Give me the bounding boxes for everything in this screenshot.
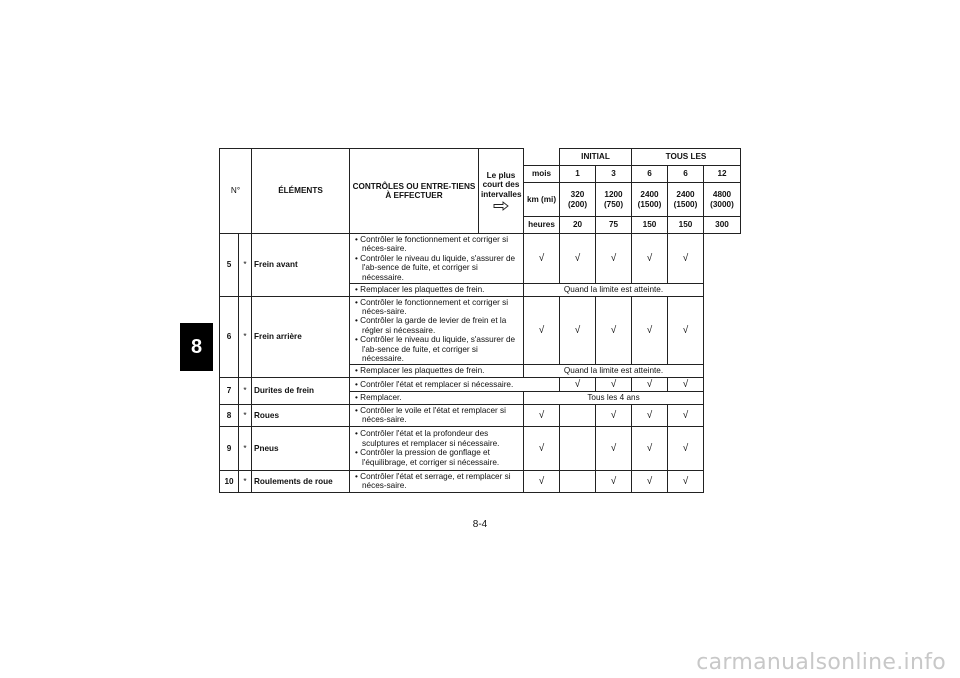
hours-4: 150 [668,217,704,234]
hours-5: 300 [704,217,741,234]
check-mark: √ [668,470,704,492]
row-check: • Contrôler le voile et l'état et remplacer si néces-saire. [350,404,524,426]
row-check [350,426,524,470]
header-no: N° [220,149,252,234]
row-item: Roulements de roue [252,470,350,492]
row-star: * [239,470,252,492]
km-4: 2400 (1500) [668,183,704,217]
row-note: Tous les 4 ans [524,392,704,404]
check-bullet: • Contrôler le niveau du liquide, s'assurer de l'ab-sence de fuite, et corriger si nécessaire. [355,253,516,282]
check-mark: √ [632,296,668,365]
row-number: 7 [220,377,239,404]
row-item: Roues [252,404,350,426]
header-elements: ÉLÉMENTS [252,149,350,234]
header-soonest-label: Le plus court des intervalles [481,170,522,199]
km-1: 320 (200) [560,183,596,217]
row-number: 9 [220,426,239,470]
check-mark: √ [596,234,632,284]
check-mark: √ [632,377,668,392]
page-number: 8-4 [472,519,488,530]
km-2: 1200 (750) [596,183,632,217]
check-mark: √ [524,296,560,365]
row-item: Frein avant [252,234,350,297]
km-5: 4800 (3000) [704,183,741,217]
check-mark: √ [596,404,632,426]
months-1: 1 [560,166,596,183]
row-check: • Contrôler l'état et serrage, et remplacer si néces-saire. [350,470,524,492]
months-3: 6 [632,166,668,183]
check-bullet: • Contrôler le fonctionnement et corriger si néces-saire. [355,235,509,254]
chapter-tab [180,323,213,371]
check-mark: √ [524,234,560,284]
check-mark: √ [668,296,704,365]
km-label: km (mi) [524,183,560,217]
check-mark [560,404,596,426]
check-bullet: • Contrôler le niveau du liquide, s'assurer de l'ab-sence de fuite, et corriger si nécessaire. [355,335,516,364]
header-checks: CONTRÔLES OU ENTRE-TIENS À EFFECTUER [350,149,479,234]
check-mark: √ [596,296,632,365]
hours-1: 20 [560,217,596,234]
right-arrow-icon [493,201,509,211]
header-initial: INITIAL [560,149,632,166]
check-mark: √ [668,426,704,470]
row-star: * [239,296,252,377]
check-mark: √ [524,426,560,470]
check-mark: √ [524,470,560,492]
hours-2: 75 [596,217,632,234]
row-check: • Contrôler l'état et remplacer si nécessaire. [350,377,560,392]
row-check: • Remplacer. [350,392,524,404]
row-star: * [239,234,252,297]
check-mark: √ [596,377,632,392]
hours-3: 150 [632,217,668,234]
row-note: Quand la limite est atteinte. [524,365,704,377]
check-mark: √ [560,234,596,284]
check-mark: √ [560,377,596,392]
row-check [350,234,524,284]
check-mark: √ [632,404,668,426]
check-mark: √ [632,470,668,492]
months-label: mois [524,166,560,183]
row-number: 10 [220,470,239,492]
row-item: Pneus [252,426,350,470]
header-soonest [479,149,524,234]
check-bullet: • Contrôler l'état et la profondeur des sculptures et remplacer si nécessaire. [355,429,500,448]
row-check: • Remplacer les plaquettes de frein. [350,284,524,296]
watermark: carmanualsonline.info [696,650,946,675]
check-mark [560,426,596,470]
row-star: * [239,404,252,426]
check-bullet: • Contrôler la garde de levier de frein et la régler si nécessaire. [355,316,507,335]
chapter-number: 8 [190,335,203,358]
row-number: 6 [220,296,239,377]
row-check [350,296,524,365]
check-mark: √ [596,470,632,492]
row-star: * [239,377,252,404]
km-3: 2400 (1500) [632,183,668,217]
check-mark: √ [560,296,596,365]
row-star: * [239,426,252,470]
check-mark: √ [632,426,668,470]
row-number: 8 [220,404,239,426]
row-number: 5 [220,234,239,297]
hours-label: heures [524,217,560,234]
check-mark: √ [632,234,668,284]
months-4: 6 [668,166,704,183]
check-mark: √ [668,377,704,392]
months-2: 3 [596,166,632,183]
row-item: Durites de frein [252,377,350,404]
check-mark [560,470,596,492]
check-mark: √ [668,404,704,426]
check-mark: √ [596,426,632,470]
maintenance-table [219,148,741,493]
check-mark: √ [668,234,704,284]
header-every: TOUS LES [632,149,741,166]
row-check: • Remplacer les plaquettes de frein. [350,365,524,377]
check-mark: √ [524,404,560,426]
row-note: Quand la limite est atteinte. [524,284,704,296]
check-bullet: • Contrôler la pression de gonflage et l'équilibrage, et corriger si nécessaire. [355,448,500,467]
check-bullet: • Contrôler le fonctionnement et corriger si néces-saire. [355,297,509,316]
row-item: Frein arrière [252,296,350,377]
months-5: 12 [704,166,741,183]
